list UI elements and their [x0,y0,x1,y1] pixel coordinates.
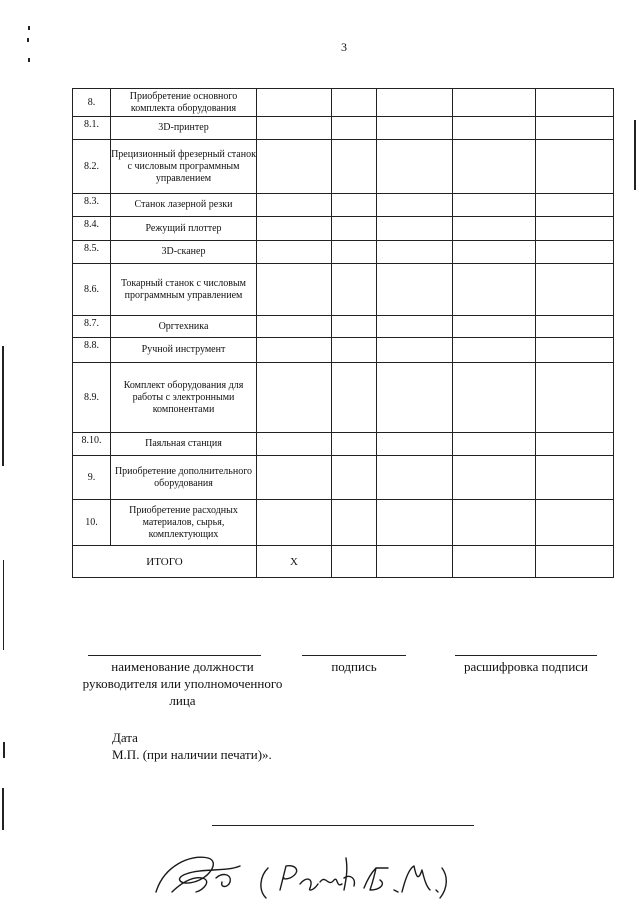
decoding-label: расшифровка подписи [463,659,589,674]
handwritten-signature [150,848,450,905]
table-cell [453,363,536,433]
table-cell [257,433,332,456]
table-cell [332,546,377,578]
row-number: 8.1. [73,117,111,140]
total-row [73,546,614,578]
table-cell [536,117,614,140]
date-block [112,729,272,763]
margin-mark [2,346,4,466]
page-number: 3 [341,40,347,54]
table-cell [332,89,377,117]
table-row [73,117,614,140]
row-number: 8.8. [73,338,111,363]
table-cell [453,316,536,338]
table-cell [377,363,453,433]
table-cell [536,433,614,456]
table-cell [453,117,536,140]
table-cell [536,500,614,546]
table-row [73,264,614,316]
table-cell [536,546,614,578]
table-cell [377,546,453,578]
table-row [73,433,614,456]
table-cell [332,433,377,456]
table-cell [377,316,453,338]
margin-mark [28,58,30,62]
table-cell [377,241,453,264]
table-cell [257,316,332,338]
table-cell [377,89,453,117]
table-cell [453,241,536,264]
table-cell [377,217,453,241]
table-cell [332,338,377,363]
row-name: 3D-принтер [111,117,257,140]
table-cell [453,338,536,363]
table-cell [377,500,453,546]
row-number: 8.9. [73,363,111,433]
table-cell [332,316,377,338]
table-cell [332,194,377,217]
total-label: ИТОГО [73,546,257,578]
table-cell [536,338,614,363]
row-number: 10. [73,500,111,546]
table-cell [536,89,614,117]
table-cell [257,363,332,433]
table-row [73,500,614,546]
table-cell [257,338,332,363]
table-cell [257,217,332,241]
table-cell [257,500,332,546]
table-cell [377,117,453,140]
table-cell [332,264,377,316]
row-name: Приобретение дополнительного оборудования [111,456,257,500]
table-row [73,89,614,117]
margin-mark [27,38,29,42]
table-cell [377,194,453,217]
row-name: Оргтехника [111,316,257,338]
row-name: Ручной инструмент [111,338,257,363]
table-cell [536,456,614,500]
row-name: Приобретение расходных материалов, сырья, комплектующих [111,500,257,546]
margin-mark [2,788,4,830]
table-cell [536,363,614,433]
table-row [73,241,614,264]
table-cell [257,194,332,217]
budget-table [72,88,614,578]
table-cell [377,264,453,316]
signature-scribble [150,848,450,900]
table-cell [332,456,377,500]
table-cell [536,264,614,316]
margin-mark [28,26,30,30]
row-number: 8. [73,89,111,117]
table-cell [377,456,453,500]
row-number: 8.4. [73,217,111,241]
row-number: 9. [73,456,111,500]
row-name: Комплект оборудования для работы с электронными компонентами [111,363,257,433]
row-name: Паяльная станция [111,433,257,456]
row-number: 8.3. [73,194,111,217]
table-row [73,217,614,241]
table-cell [453,264,536,316]
table-cell [257,89,332,117]
table-cell [536,241,614,264]
bottom-line [212,825,474,826]
table-row [73,363,614,433]
stamp-label: М.П. (при наличии печати)». [112,747,272,762]
table-cell [453,194,536,217]
table-cell [453,89,536,117]
margin-mark [634,120,636,190]
table-cell [257,264,332,316]
table-cell [332,117,377,140]
margin-mark [3,742,5,758]
table-cell [257,241,332,264]
row-name: 3D-сканер [111,241,257,264]
row-number: 8.10. [73,433,111,456]
table-row [73,456,614,500]
table-cell [536,316,614,338]
row-name: Режущий плоттер [111,217,257,241]
table-row [73,338,614,363]
table-cell [453,217,536,241]
total-mark: Х [257,546,332,578]
row-number: 8.6. [73,264,111,316]
table-cell [453,500,536,546]
table-cell [257,140,332,194]
row-number: 8.5. [73,241,111,264]
table-cell [377,338,453,363]
row-number: 8.2. [73,140,111,194]
row-name: Прецизионный фрезерный станок с числовым программным управлением [111,140,257,194]
signature-label: подпись [331,659,377,674]
position-line [88,655,261,656]
table-cell [453,456,536,500]
table-row [73,316,614,338]
row-name: Приобретение основного комплекта оборудования [111,89,257,117]
table-cell [332,363,377,433]
table-cell [453,546,536,578]
table-cell [257,117,332,140]
table-row [73,194,614,217]
row-number: 8.7. [73,316,111,338]
margin-mark [3,560,4,650]
table-cell [377,140,453,194]
table-cell [332,140,377,194]
table-cell [536,140,614,194]
table-cell [332,241,377,264]
table-cell [536,217,614,241]
table-cell [536,194,614,217]
table-cell [332,217,377,241]
decoding-line [455,655,597,656]
row-name: Токарный станок с числовым программным управлением [111,264,257,316]
signature-line [302,655,406,656]
row-name: Станок лазерной резки [111,194,257,217]
table-row [73,140,614,194]
table-cell [377,433,453,456]
table-cell [453,140,536,194]
table-cell [257,456,332,500]
position-label: наименование должности руководителя или уполномоченного лица [82,659,283,708]
table-cell [332,500,377,546]
table-cell [453,433,536,456]
date-label: Дата [112,730,138,745]
